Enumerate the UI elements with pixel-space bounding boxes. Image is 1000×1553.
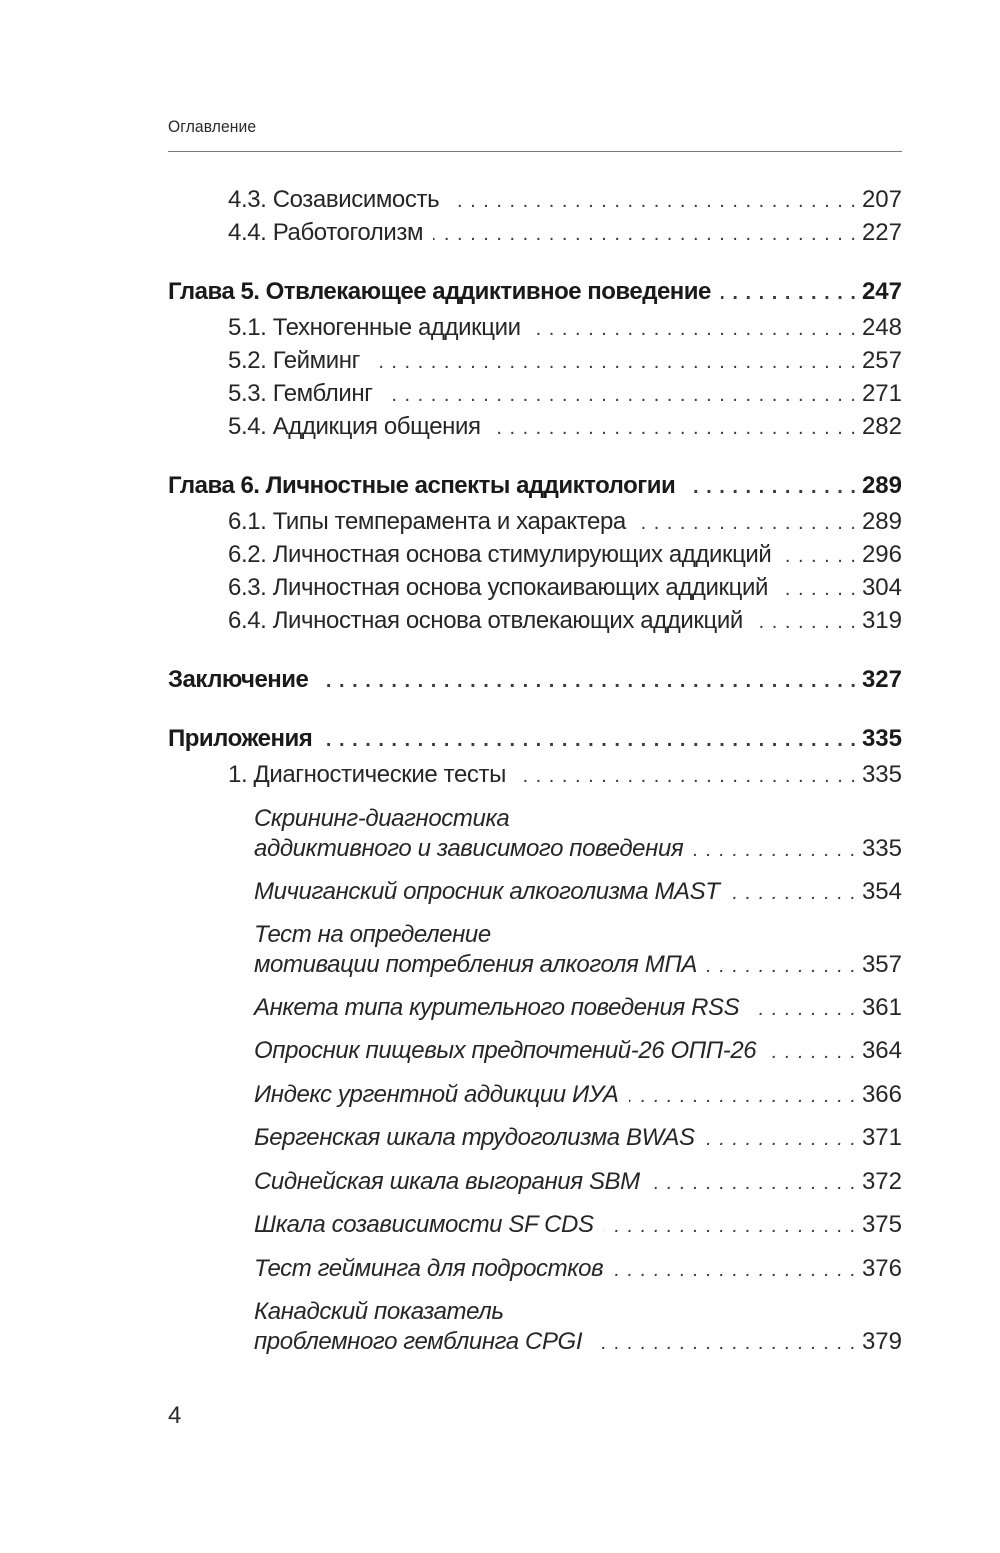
- toc-entry-page: 248: [861, 314, 902, 341]
- dot-leader: [705, 1124, 856, 1154]
- toc-test-page: 335: [861, 835, 902, 862]
- toc-entry-page: 257: [861, 347, 902, 374]
- toc-test-page: 357: [861, 951, 902, 978]
- dot-leader: [721, 278, 856, 308]
- toc-entry-label: 6.1. Типы темперамента и характера: [228, 508, 626, 535]
- toc-test-label-line1: Канадский показатель: [254, 1298, 504, 1325]
- toc-test-label: проблемного гемблинга CPGI: [254, 1328, 583, 1355]
- toc-entry-page: 335: [861, 761, 902, 788]
- toc-test-label-line1: Скрининг-диагностика: [254, 805, 510, 832]
- toc-entry-page: 207: [861, 186, 902, 213]
- dot-leader: [730, 878, 856, 908]
- dot-leader: [685, 472, 856, 502]
- toc-test-page: 361: [861, 994, 902, 1021]
- dot-leader: [707, 951, 856, 981]
- toc-test-bwas[interactable]: [254, 1123, 902, 1154]
- toc-test-gaming-teens[interactable]: [254, 1254, 902, 1285]
- dot-leader: [604, 1211, 856, 1241]
- dot-leader: [753, 607, 856, 637]
- dot-leader: [766, 1037, 856, 1067]
- toc-chapter-label: Глава 5. Отвлекающее аддиктивное поведение: [168, 278, 711, 305]
- toc-conclusion[interactable]: [168, 665, 902, 696]
- dot-leader: [592, 1328, 856, 1358]
- toc-entry-label: 1. Диагностические тесты: [228, 761, 506, 788]
- toc-entry-label: 4.4. Работоголизм: [228, 219, 424, 246]
- toc-test-label: аддиктивного и зависимого поведения: [254, 835, 684, 862]
- toc-entry-label: 5.1. Техногенные аддикции: [228, 314, 521, 341]
- dot-leader: [613, 1255, 856, 1285]
- dot-leader: [778, 574, 856, 604]
- toc-chapter-5[interactable]: [168, 277, 902, 308]
- toc-test-label: Сиднейская шкала выгорания SBM: [254, 1168, 640, 1195]
- toc-test-label: Шкала созависимости SF CDS: [254, 1211, 594, 1238]
- toc-entry-6-3[interactable]: [228, 573, 902, 604]
- toc-test-page: 371: [861, 1124, 902, 1151]
- toc-test-label: мотивации потребления алкоголя МПА: [254, 951, 697, 978]
- toc-chapter-page: 247: [861, 278, 902, 305]
- dot-leader: [318, 666, 856, 696]
- toc-entry-page: 289: [861, 508, 902, 535]
- toc-test-label-line1: Тест на определение: [254, 921, 491, 948]
- toc-test-label: Бергенская шкала трудоголизма BWAS: [254, 1124, 695, 1151]
- toc-test-label: Анкета типа курительного поведения RSS: [254, 994, 740, 1021]
- toc-entry-5-2[interactable]: [228, 346, 902, 377]
- page-number: 4: [168, 1402, 182, 1429]
- dot-leader: [516, 761, 856, 791]
- toc-chapter-page: 289: [861, 472, 902, 499]
- toc-entry-5-1[interactable]: [228, 313, 902, 344]
- toc-chapter-page: 327: [861, 666, 902, 693]
- toc-entry-label: 5.3. Гемблинг: [228, 380, 373, 407]
- dot-leader: [322, 725, 856, 755]
- toc-entry-page: 282: [861, 413, 902, 440]
- toc-entry-6-2[interactable]: [228, 540, 902, 571]
- toc-entry-label: 5.4. Аддикция общения: [228, 413, 481, 440]
- toc-test-page: 354: [861, 878, 902, 905]
- dot-leader: [629, 1081, 856, 1111]
- toc-entry-5-4[interactable]: [228, 412, 902, 443]
- toc-test-label: Мичиганский опросник алкоголизма MAST: [254, 878, 720, 905]
- toc-test-opp26[interactable]: [254, 1036, 902, 1067]
- toc-entry-5-3[interactable]: [228, 379, 902, 410]
- toc-test-cpgi[interactable]: [254, 1327, 902, 1358]
- toc-test-page: 375: [861, 1211, 902, 1238]
- dot-leader: [693, 835, 856, 865]
- dot-leader: [370, 347, 856, 377]
- toc-entry-label: 4.3. Созависимость: [228, 186, 440, 213]
- toc-test-mpa[interactable]: [254, 950, 902, 981]
- toc-entry-6-1[interactable]: [228, 507, 902, 538]
- toc-entry-label: 6.3. Личностная основа успокаивающих аддикций: [228, 574, 768, 601]
- toc-entry-label: 6.4. Личностная основа отвлекающих аддикций: [228, 607, 743, 634]
- dot-leader: [531, 314, 856, 344]
- toc-appendices[interactable]: [168, 724, 902, 755]
- dot-leader: [491, 413, 856, 443]
- toc-chapter-label: Заключение: [168, 666, 309, 693]
- toc-entry-label: 6.2. Личностная основа стимулирующих аддикций: [228, 541, 772, 568]
- toc-entry-page: 227: [861, 219, 902, 246]
- dot-leader: [449, 186, 856, 216]
- toc-test-page: 366: [861, 1081, 902, 1108]
- toc-test-label: Тест гейминга для подростков: [254, 1255, 604, 1282]
- dot-leader: [650, 1168, 856, 1198]
- dot-leader: [383, 380, 856, 410]
- dot-leader: [636, 508, 856, 538]
- toc-test-label: Индекс ургентной аддикции ИУА: [254, 1081, 619, 1108]
- toc-chapter-label: Приложения: [168, 725, 313, 752]
- toc-entry-page: 296: [861, 541, 902, 568]
- toc-chapter-page: 335: [861, 725, 902, 752]
- toc-test-sf-cds[interactable]: [254, 1210, 902, 1241]
- toc-test-page: 376: [861, 1255, 902, 1282]
- toc-entry-page: 271: [861, 380, 902, 407]
- toc-test-mast[interactable]: [254, 877, 902, 908]
- toc-entry-4-4[interactable]: [228, 218, 902, 249]
- toc-chapter-6[interactable]: [168, 471, 902, 502]
- toc-test-sbm[interactable]: [254, 1167, 902, 1198]
- toc-entry-4-3[interactable]: [228, 185, 902, 216]
- toc-test-screening[interactable]: [254, 834, 902, 865]
- dot-leader: [433, 219, 856, 249]
- toc-entry-label: 5.2. Гейминг: [228, 347, 360, 374]
- toc-test-page: 364: [861, 1037, 902, 1064]
- dot-leader: [781, 541, 856, 571]
- toc-test-label: Опросник пищевых предпочтений-26 ОПП-26: [254, 1037, 757, 1064]
- running-head-title: Оглавление: [168, 117, 257, 136]
- toc-entry-page: 319: [861, 607, 902, 634]
- toc-entry-page: 304: [861, 574, 902, 601]
- toc-test-page: 372: [861, 1168, 902, 1195]
- toc-test-page: 379: [861, 1328, 902, 1355]
- toc-entry-6-4[interactable]: [228, 606, 902, 637]
- dot-leader: [749, 994, 856, 1024]
- toc-test-rss[interactable]: [254, 993, 902, 1024]
- toc-entry-appendix-1[interactable]: [228, 760, 902, 791]
- toc-chapter-label: Глава 6. Личностные аспекты аддиктологии: [168, 472, 676, 499]
- toc-test-iua[interactable]: [254, 1080, 902, 1111]
